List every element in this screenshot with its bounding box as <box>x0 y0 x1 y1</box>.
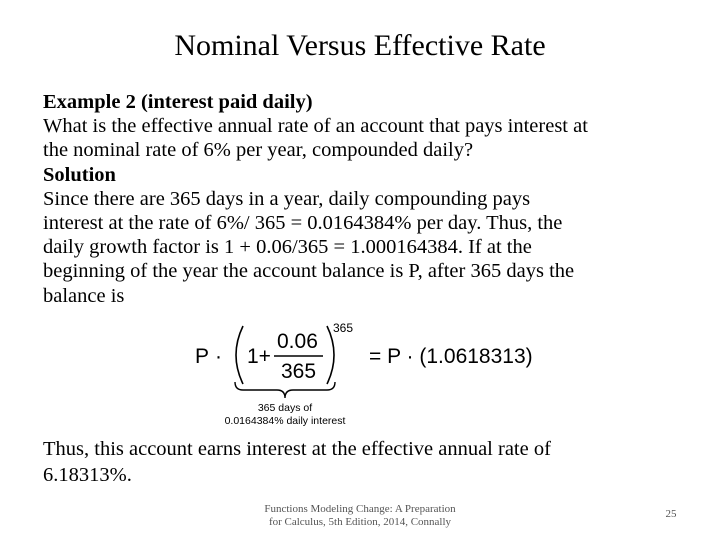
formula-one-plus: 1+ <box>247 345 271 368</box>
formula-lhs-var: P <box>195 345 210 368</box>
conclusion-text <box>43 436 703 488</box>
conclusion-line-2: 6.18313%. <box>43 464 132 486</box>
brace-label-1: 365 days of <box>257 402 313 414</box>
page-number: 25 <box>665 508 677 520</box>
formula-exponent: 365 <box>333 321 354 335</box>
formula-dot: · <box>215 345 222 368</box>
footer-line-2: for Calculus, 5th Edition, 2014, Connally <box>268 516 452 528</box>
solution-line-5: balance is <box>43 284 125 307</box>
footer-line-1: Functions Modeling Change: A Preparation <box>264 503 456 515</box>
conclusion-line-1: Thus, this account earns interest at the effective annual rate of <box>43 438 551 460</box>
compound-formula <box>185 318 545 428</box>
solution-heading: Solution <box>43 163 116 186</box>
slide-body <box>43 90 703 308</box>
solution-line-1: Since there are 365 days in a year, daily compounding pays <box>43 187 531 210</box>
solution-line-3: daily growth factor is 1 + 0.06/365 = 1.000164384. If at the <box>43 236 532 259</box>
example-heading: Example 2 (interest paid daily) <box>43 91 313 113</box>
formula-numerator: 0.06 <box>277 330 318 353</box>
left-paren <box>236 326 243 384</box>
formula-denominator: 365 <box>281 360 317 383</box>
solution-line-2: interest at the rate of 6%/ 365 = 0.0164384% per day. Thus, the <box>43 212 563 235</box>
brace-label-2: 0.0164384% daily interest <box>224 415 346 427</box>
question-line-1: What is the effective annual rate of an account that pays interest at <box>43 115 588 138</box>
slide-title: Nominal Versus Effective Rate <box>174 29 546 62</box>
footer-citation <box>240 503 480 529</box>
solution-line-4: beginning of the year the account balance is P, after 365 days the <box>43 260 575 283</box>
underbrace <box>235 382 335 398</box>
question-line-2: the nominal rate of 6% per year, compounded daily? <box>43 139 474 162</box>
formula-rhs: = P · (1.0618313) <box>369 345 533 368</box>
